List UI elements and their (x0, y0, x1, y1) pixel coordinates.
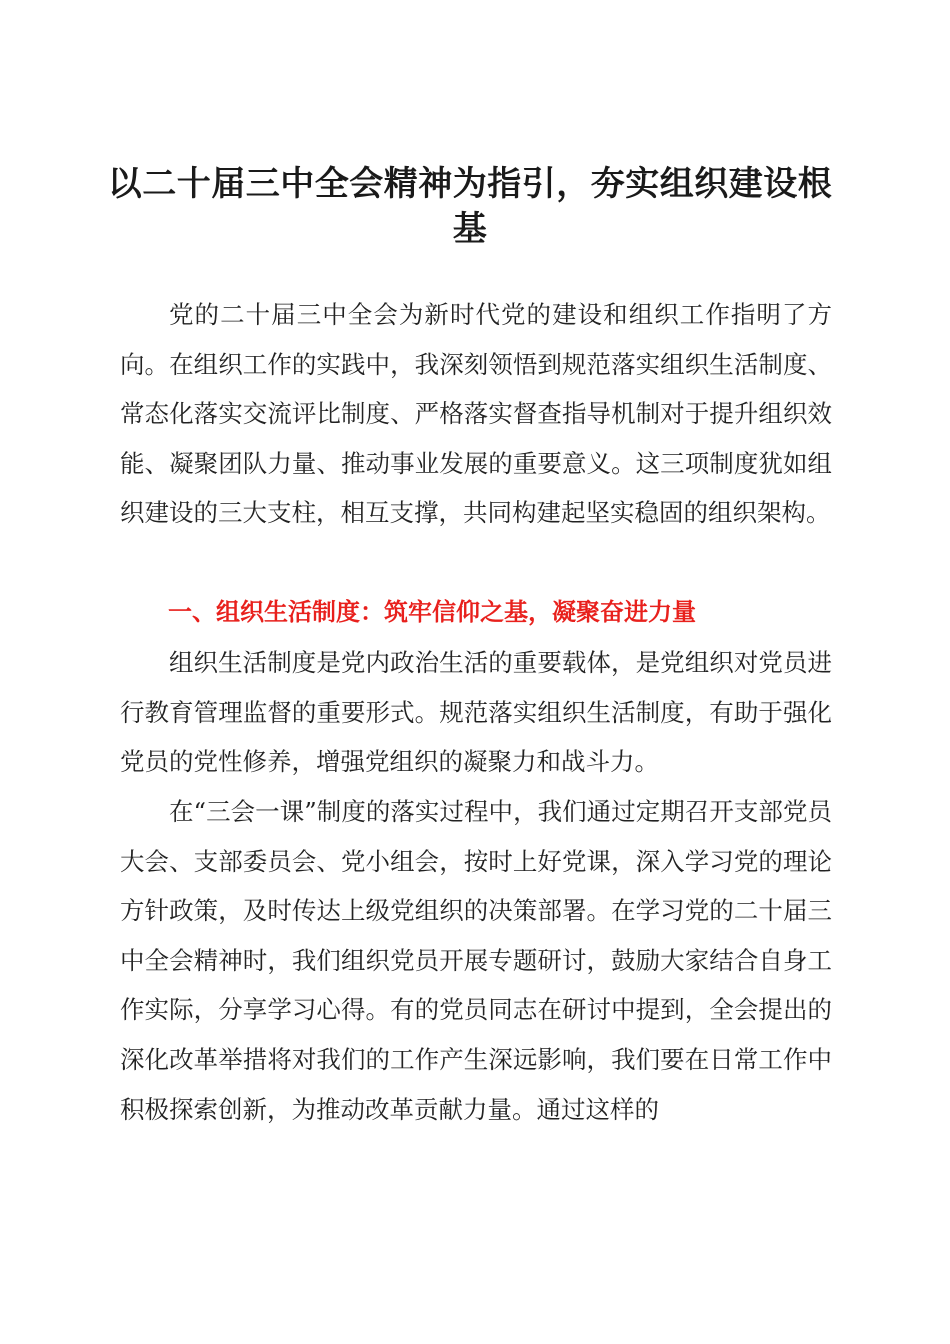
section-paragraph: 组织生活制度是党内政治生活的重要载体，是党组织对党员进行教育管理监督的重要形式。规范落实组织生活制度，有助于强化党员的党性修养，增强党组织的凝聚力和战斗力。 (120, 648, 832, 777)
intro-paragraph: 党的二十届三中全会为新时代党的建设和组织工作指明了方向。在组织工作的实践中，我深刻领悟到规范落实组织生活制度、常态化落实交流评比制度、严格落实督查指导机制对于提升组织效能、凝聚团队力量、推动事业发展的重要意义。这三项制度犹如组织建设的三大支柱，相互支撑，共同构建起坚实稳固的组织架构。 (120, 300, 832, 528)
section-heading: 一、组织生活制度：筑牢信仰之基，凝聚奋进力量 (168, 598, 696, 626)
section-paragraph: 在“三会一课”制度的落实过程中，我们通过定期召开支部党员大会、支部委员会、党小组会，按时上好党课，深入学习党的理论方针政策，及时传达上级党组织的决策部署。在学习党的二十届三中全会精神时，我们组织党员开展专题研讨，鼓励大家结合自身工作实际，分享学习心得。有的党员同志在研讨中提到，全会提出的深化改革举措将对我们的工作产生深远影响，我们要在日常工作中积极探索创新，为推动改革贡献力量。通过这样的 (120, 797, 832, 1124)
document-title: 以二十届三中全会精神为指引，夯实组织建设根基 (107, 164, 833, 249)
